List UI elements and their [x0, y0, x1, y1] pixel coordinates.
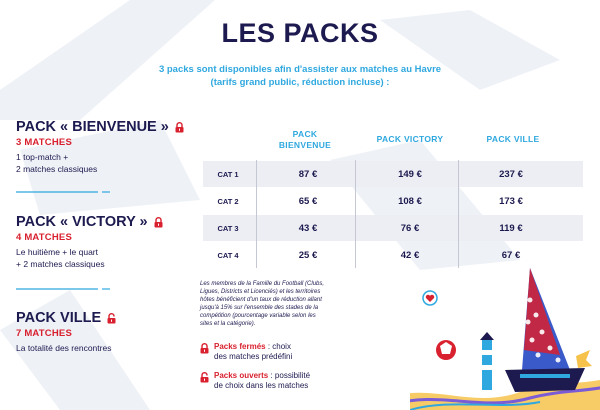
- boat-hull: [505, 368, 585, 392]
- row-category: CAT 2: [217, 196, 239, 206]
- legend-open-label: Packs ouverts: [214, 371, 269, 380]
- note-line-4: jusqu'à 15% sur l'ensemble des stades de la: [200, 305, 319, 311]
- page-subtitle: [60, 63, 540, 89]
- pack-victory: [16, 214, 191, 270]
- table-column-divider: [355, 160, 356, 268]
- row-category: CAT 1: [217, 169, 239, 179]
- note-line-2: Ligues, Districts et Licenciés) et les territoires: [200, 289, 321, 295]
- lock-closed-icon: [154, 217, 163, 228]
- price-victory: 76 €: [400, 222, 420, 234]
- note-line-5: compétition (pourcentage variable selon les: [200, 313, 316, 319]
- row-category: CAT 4: [217, 250, 239, 260]
- subtitle-line-1: 3 packs sont disponibles afin d'assister aux matches au Havre: [158, 64, 442, 75]
- table-row: [203, 215, 583, 241]
- pack-bienvenue-desc-line-2: 2 matches classiques: [16, 163, 98, 174]
- price-bienvenue: 65 €: [298, 195, 318, 207]
- price-bienvenue: 25 €: [298, 249, 318, 261]
- price-ville: 119 €: [499, 222, 523, 234]
- table-row: [203, 188, 583, 214]
- price-bienvenue: 43 €: [298, 222, 318, 234]
- price-ville: 67 €: [501, 249, 521, 261]
- divider-1: [16, 189, 121, 195]
- divider-2: [16, 286, 121, 292]
- legend-closed-label: Packs fermés: [214, 342, 266, 351]
- page-title: LES PACKS: [221, 18, 379, 48]
- price-victory: 108 €: [398, 195, 422, 207]
- legend-closed-text-1: : choix: [265, 342, 291, 351]
- legend-closed: [200, 342, 360, 362]
- subtitle-line-2: (tarifs grand public, réduction incluse) :: [210, 77, 390, 88]
- table-column-divider: [256, 160, 257, 268]
- pack-ville-desc: [16, 343, 191, 355]
- table-column-divider: [458, 160, 459, 268]
- lock-closed-icon: [175, 122, 184, 133]
- price-victory: 149 €: [398, 168, 422, 180]
- pack-victory-desc-line-2: + 2 matches classiques: [16, 258, 105, 269]
- pack-bienvenue-desc-line-1: 1 top-match +: [16, 152, 69, 162]
- col-header-victory: PACK VICTORY: [376, 134, 444, 144]
- pack-ville-matches: 7 MATCHES: [16, 328, 72, 339]
- pack-bienvenue-name: PACK « BIENVENUE »: [16, 119, 169, 135]
- discount-note: [200, 280, 350, 328]
- table-row: [203, 161, 583, 187]
- legend-open-text-1: : possibilité: [268, 371, 311, 380]
- pack-bienvenue-header: [16, 119, 191, 135]
- note-line-1: Les membres de la Famille du Football (Clubs,: [200, 281, 325, 287]
- lock-closed-icon: [200, 343, 209, 354]
- row-category: CAT 3: [217, 223, 239, 233]
- price-victory: 42 €: [400, 249, 420, 261]
- price-ville: 173 €: [499, 195, 523, 207]
- pack-bienvenue-matches: 3 MATCHES: [16, 137, 72, 148]
- price-ville: 237 €: [499, 168, 523, 180]
- pack-victory-desc-line-1: Le huitième + le quart: [16, 247, 98, 257]
- legend-closed-text: [214, 342, 292, 362]
- pack-victory-name: PACK « VICTORY »: [16, 214, 148, 230]
- legend-open-text-2: de choix dans les matches: [214, 381, 309, 390]
- lock-open-icon: [200, 372, 209, 383]
- pack-ville-header: [16, 310, 191, 326]
- note-line-3: hôtes bénéficient d'un taux de réduction allant: [200, 297, 322, 303]
- pack-bienvenue: [16, 119, 191, 175]
- flag-icon: [576, 350, 592, 368]
- pack-victory-desc: [16, 247, 191, 270]
- legend-closed-text-2: des matches prédéfini: [214, 352, 293, 361]
- note-line-6: sites et la catégorie).: [200, 321, 256, 327]
- col-header-ville: PACK VILLE: [486, 134, 540, 144]
- harbor-illustration: [410, 260, 600, 410]
- lock-open-icon: [107, 313, 116, 324]
- legend-open: [200, 371, 360, 391]
- pack-victory-matches: 4 MATCHES: [16, 232, 72, 243]
- pack-ville-desc-line-1: La totalité des rencontres: [16, 343, 112, 353]
- col-header-bienvenue-line-1: PACK: [292, 129, 318, 139]
- pack-bienvenue-desc: [16, 152, 191, 175]
- table-row: [203, 242, 583, 268]
- pack-ville-name: PACK VILLE: [16, 310, 102, 326]
- price-bienvenue: 87 €: [298, 168, 318, 180]
- legend-open-text: [214, 371, 310, 391]
- pack-ville: [16, 310, 191, 355]
- col-header-bienvenue: [265, 129, 345, 151]
- pack-victory-header: [16, 214, 191, 230]
- col-header-bienvenue-line-2: BIENVENUE: [278, 140, 332, 150]
